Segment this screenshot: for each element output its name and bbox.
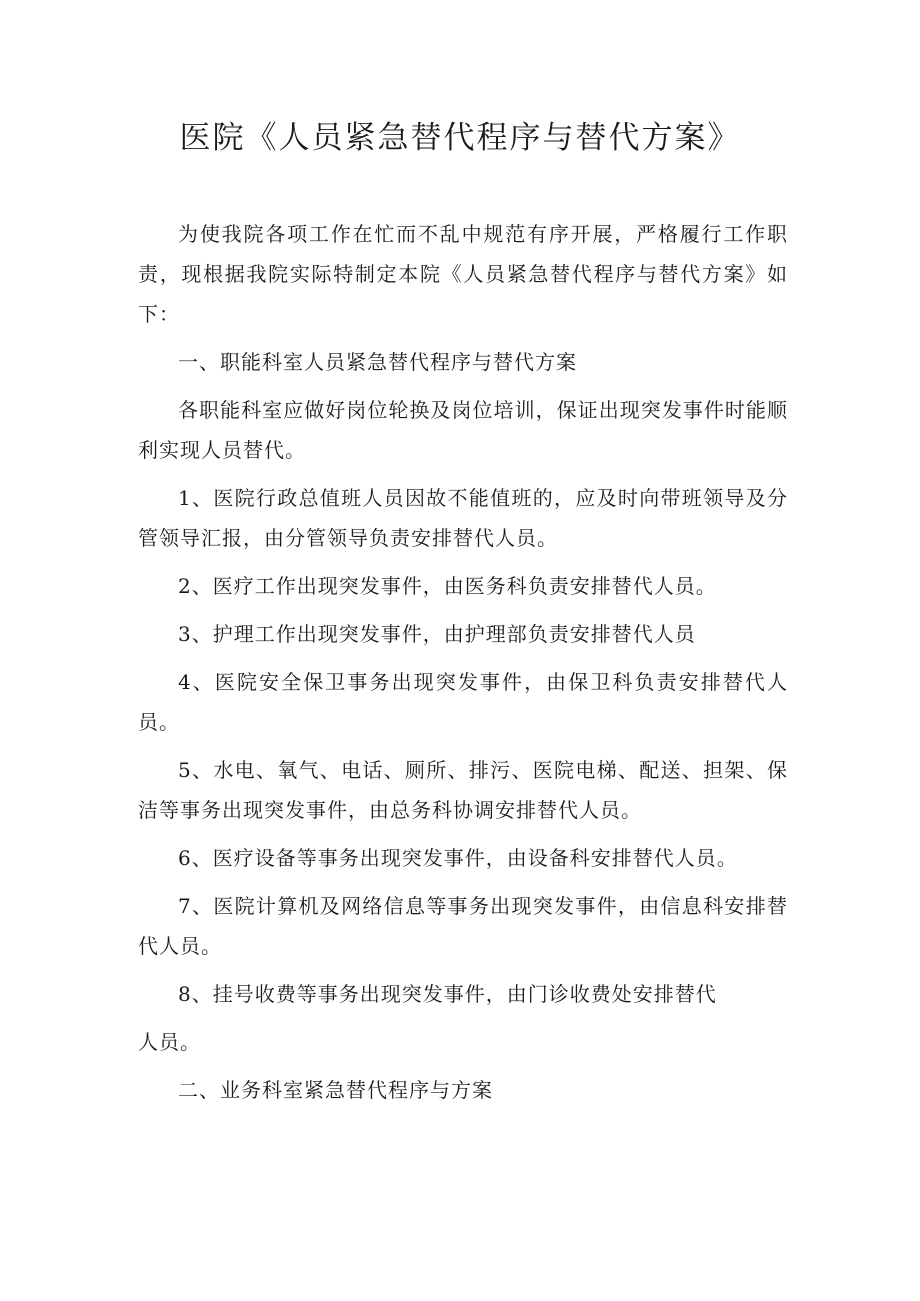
- list-item-4: 4、医院安全保卫事务出现突发事件，由保卫科负责安排替代人员。: [138, 670, 788, 734]
- document-title: 医院《人员紧急替代程序与替代方案》: [179, 120, 741, 156]
- list-item-3: 3、护理工作出现突发事件，由护理部负责安排替代人员: [178, 622, 696, 646]
- intro-paragraph: 为使我院各项工作在忙而不乱中规范有序开展，严格履行工作职责，现根据我院实际特制定本院《人员紧急替代程序与替代方案》如下：: [138, 222, 788, 326]
- list-item-6: 6、医疗设备等事务出现突发事件，由设备科安排替代人员。: [178, 846, 738, 870]
- list-item-8-continuation: 人员。: [138, 1030, 201, 1054]
- paragraph: 各职能科室应做好岗位轮换及岗位培训，保证出现突发事件时能顺利实现人员替代。: [138, 398, 788, 462]
- section-heading-1: 一、职能科室人员紧急替代程序与替代方案: [178, 350, 577, 374]
- list-item-8: 8、挂号收费等事务出现突发事件，由门诊收费处安排替代: [178, 982, 717, 1006]
- section-heading-2: 二、业务科室紧急替代程序与方案: [178, 1078, 493, 1102]
- list-item-7: 7、医院计算机及网络信息等事务出现突发事件，由信息科安排替代人员。: [138, 894, 788, 958]
- list-item-1: 1、医院行政总值班人员因故不能值班的，应及时向带班领导及分管领导汇报，由分管领导负责安排替代人员。: [138, 486, 788, 550]
- document-body: [138, 214, 788, 1118]
- list-item-5: 5、水电、氧气、电话、厕所、排污、医院电梯、配送、担架、保洁等事务出现突发事件，由总务科协调安排替代人员。: [138, 758, 788, 822]
- list-item-2: 2、医疗工作出现突发事件，由医务科负责安排替代人员。: [178, 574, 717, 598]
